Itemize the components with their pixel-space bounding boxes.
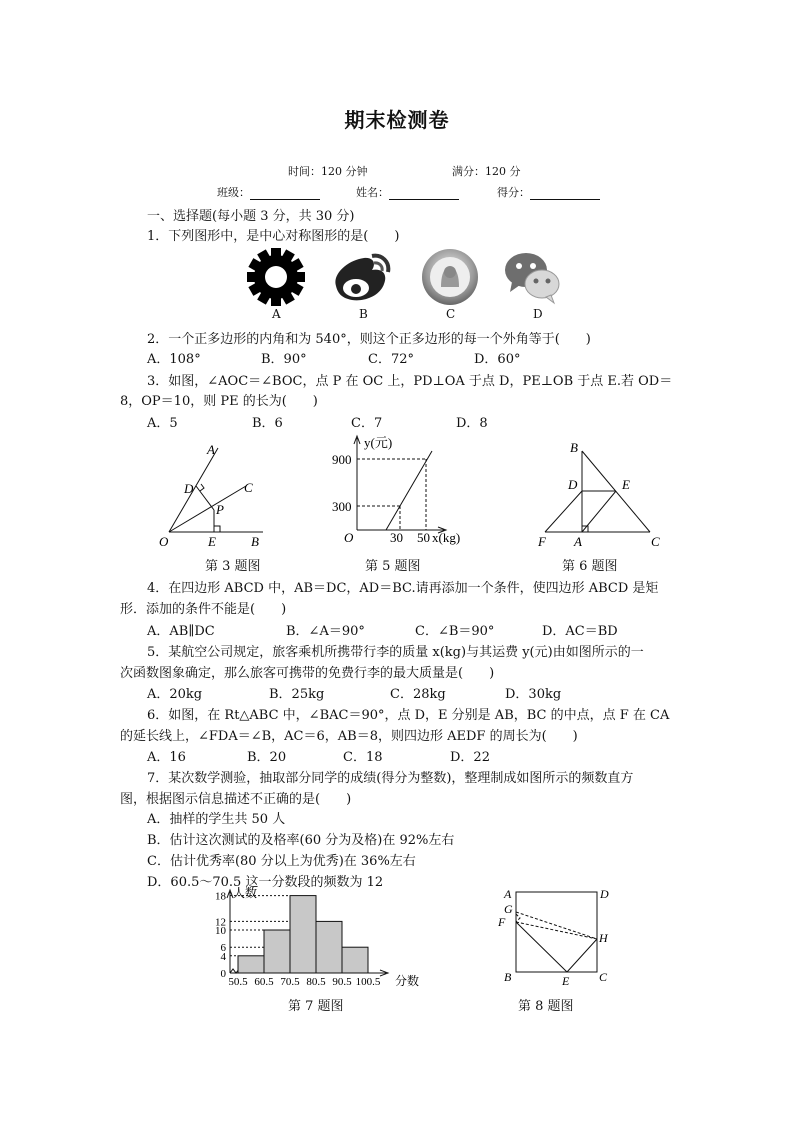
page-title: 期末检测卷	[344, 108, 450, 132]
q1-stem: 1．下列图形中，是中心对称图形的是( )	[147, 229, 400, 244]
exam-full-score: 满分：120 分	[452, 165, 521, 178]
fig5-tick-50: 50	[417, 530, 430, 545]
q3-line2: 8，OP＝10，则 PE 的长为( )	[120, 394, 318, 409]
fig3-label-a: A	[207, 442, 215, 457]
figure-8-caption: 第 8 题图	[518, 999, 574, 1014]
fig6-label-f: F	[538, 534, 546, 549]
q4-option-b: B．∠A＝90°	[286, 624, 365, 639]
q3-option-b: B．6	[252, 416, 283, 431]
fig8-label-h: H	[599, 931, 608, 945]
q4-option-d: D．AC＝BD	[542, 624, 618, 639]
fig7-y-label: 人数	[233, 886, 258, 900]
q4-line1: 4．在四边形 ABCD 中，AB＝DC，AD＝BC.请再添加一个条件，使四边形 ABCD 是矩	[147, 581, 659, 596]
q3-option-a: A．5	[147, 416, 178, 431]
fig8-label-e: E	[562, 974, 570, 988]
q5-option-c: C．28kg	[390, 687, 446, 702]
histogram-y-tick-18: 18	[215, 890, 226, 903]
q4-line2: 形．添加的条件不能是( )	[120, 602, 287, 617]
q7-line1: 7．某次数学测验，抽取部分同学的成绩(得分为整数)，整理制成如图所示的频数直方	[147, 771, 634, 786]
fig6-label-e: E	[622, 477, 630, 492]
q1-option-d-wechat-icon	[502, 248, 562, 306]
histogram-x-tick-2: 70.5	[280, 976, 300, 988]
q6-line1: 6．如图，在 Rt△ABC 中，∠BAC＝90°，点 D，E 分别是 AB，BC 的中点，点 F 在 CA	[147, 708, 670, 723]
q7-option-b: B．估计这次测试的及格率(60 分为及格)在 92%左右	[147, 833, 455, 848]
histogram-y-tick-0: 0	[220, 968, 226, 980]
histogram-x-tick-5: 100.5	[355, 976, 381, 988]
fig3-label-o: O	[159, 534, 169, 549]
class-label: 班级：	[217, 186, 250, 199]
figure-6-caption: 第 6 题图	[562, 559, 618, 574]
fig8-label-f: F	[498, 915, 506, 929]
figure-7-caption: 第 7 题图	[288, 999, 344, 1014]
histogram-y-tick-6: 6	[220, 942, 226, 955]
class-blank[interactable]	[250, 187, 320, 200]
fig8-label-g: G	[504, 902, 513, 916]
fig5-tick-900: 900	[332, 452, 352, 467]
fig5-x-label: x(kg)	[432, 530, 461, 545]
fig6-label-b: B	[570, 440, 578, 455]
q6-option-b: B．20	[247, 750, 287, 765]
q1-label-c: C	[446, 307, 456, 321]
q4-option-c: C．∠B＝90°	[415, 624, 495, 639]
q2-option-a: A．108°	[147, 352, 201, 367]
q5-line1: 5．某航空公司规定，旅客乘机所携带行李的质量 x(kg)与其运费 y(元)由如图所示的一	[147, 645, 644, 660]
fig5-origin: O	[344, 530, 354, 545]
fig3-label-d: D	[184, 481, 194, 496]
fig3-label-p: P	[216, 502, 224, 517]
fig8-label-a: A	[504, 887, 512, 901]
figure-3-diagram	[155, 436, 270, 550]
q6-option-a: A．16	[147, 750, 186, 765]
figure-7-histogram	[200, 884, 430, 992]
fig7-x-label: 分数	[395, 974, 420, 988]
figure-5-graph	[328, 432, 478, 552]
name-blank[interactable]	[389, 187, 459, 200]
q7-option-d: D．60.5～70.5 这一分数段的频数为 12	[147, 875, 384, 890]
histogram-x-tick-1: 60.5	[254, 976, 274, 988]
histogram-bar-1	[238, 956, 264, 973]
q5-option-d: D．30kg	[505, 687, 562, 702]
score-label: 得分：	[497, 186, 530, 199]
histogram-y-tick-10: 10	[215, 925, 226, 937]
fig3-label-b: B	[251, 534, 259, 549]
class-field	[217, 184, 320, 200]
fig6-label-c: C	[651, 534, 660, 549]
q5-option-b: B．25kg	[269, 687, 325, 702]
q7-option-a: A．抽样的学生共 50 人	[147, 812, 286, 827]
q1-option-c-qq-icon	[420, 247, 480, 307]
q1-label-a: A	[272, 307, 281, 321]
fig6-label-a: A	[574, 534, 582, 549]
fig8-label-d: D	[600, 887, 609, 901]
score-field	[497, 184, 600, 200]
q1-label-d: D	[533, 307, 543, 321]
q7-option-c: C．估计优秀率(80 分以上为优秀)在 36%左右	[147, 854, 416, 869]
histogram-x-tick-3: 80.5	[306, 976, 326, 988]
fig3-label-c: C	[244, 480, 253, 495]
histogram-x-tick-0: 50.5	[228, 976, 248, 988]
fig5-y-label: y(元)	[364, 435, 393, 450]
q1-label-b: B	[359, 307, 368, 321]
q3-line1: 3．如图，∠AOC＝∠BOC，点 P 在 OC 上，PD⊥OA 于点 D，PE⊥OB 于点 E.若 OD＝	[147, 374, 673, 389]
histogram-y-tick-12: 12	[215, 916, 226, 929]
figure-6-diagram	[530, 436, 670, 550]
q3-option-d: D．8	[456, 416, 488, 431]
score-blank[interactable]	[530, 187, 600, 200]
figure-8-diagram	[498, 884, 618, 992]
q1-option-a-gear-icon	[245, 248, 307, 306]
fig5-tick-300: 300	[332, 499, 352, 514]
histogram-bar-3	[290, 896, 316, 973]
q6-line2: 的延长线上，∠FDA＝∠B，AC＝6，AB＝8，则四边形 AEDF 的周长为( )	[120, 729, 578, 744]
name-label: 姓名：	[356, 186, 389, 199]
name-field	[356, 184, 459, 200]
exam-time: 时间：120 分钟	[288, 165, 368, 178]
q2-option-b: B．90°	[261, 352, 307, 367]
q6-option-c: C．18	[343, 750, 383, 765]
q7-line2: 图，根据图示信息描述不正确的是( )	[120, 792, 352, 807]
histogram-y-tick-4: 4	[220, 950, 226, 963]
q3-option-c: C．7	[351, 416, 383, 431]
q2-stem: 2．一个正多边形的内角和为 540°，则这个正多边形的每一个外角等于( )	[147, 332, 591, 347]
fig3-label-e: E	[208, 534, 216, 549]
histogram-x-tick-4: 90.5	[332, 976, 352, 988]
q5-option-a: A．20kg	[147, 687, 203, 702]
histogram-bar-5	[342, 947, 368, 973]
histogram-bar-4	[316, 921, 342, 973]
fig5-tick-30: 30	[390, 530, 403, 545]
q6-option-d: D．22	[450, 750, 490, 765]
figure-3-caption: 第 3 题图	[205, 559, 261, 574]
fig6-label-d: D	[568, 477, 578, 492]
q4-option-a: A．AB∥DC	[147, 624, 215, 639]
fig8-label-c: C	[599, 970, 608, 984]
section-heading: 一、选择题(每小题 3 分，共 30 分)	[147, 209, 355, 224]
q2-option-c: C．72°	[368, 352, 414, 367]
fig8-label-b: B	[504, 970, 512, 984]
q5-line2: 次函数图象确定，那么旅客可携带的免费行李的最大质量是( )	[120, 666, 495, 681]
q1-option-b-weibo-icon	[328, 248, 396, 306]
histogram-bar-2	[264, 930, 290, 973]
q2-option-d: D．60°	[474, 352, 521, 367]
figure-5-caption: 第 5 题图	[365, 559, 421, 574]
